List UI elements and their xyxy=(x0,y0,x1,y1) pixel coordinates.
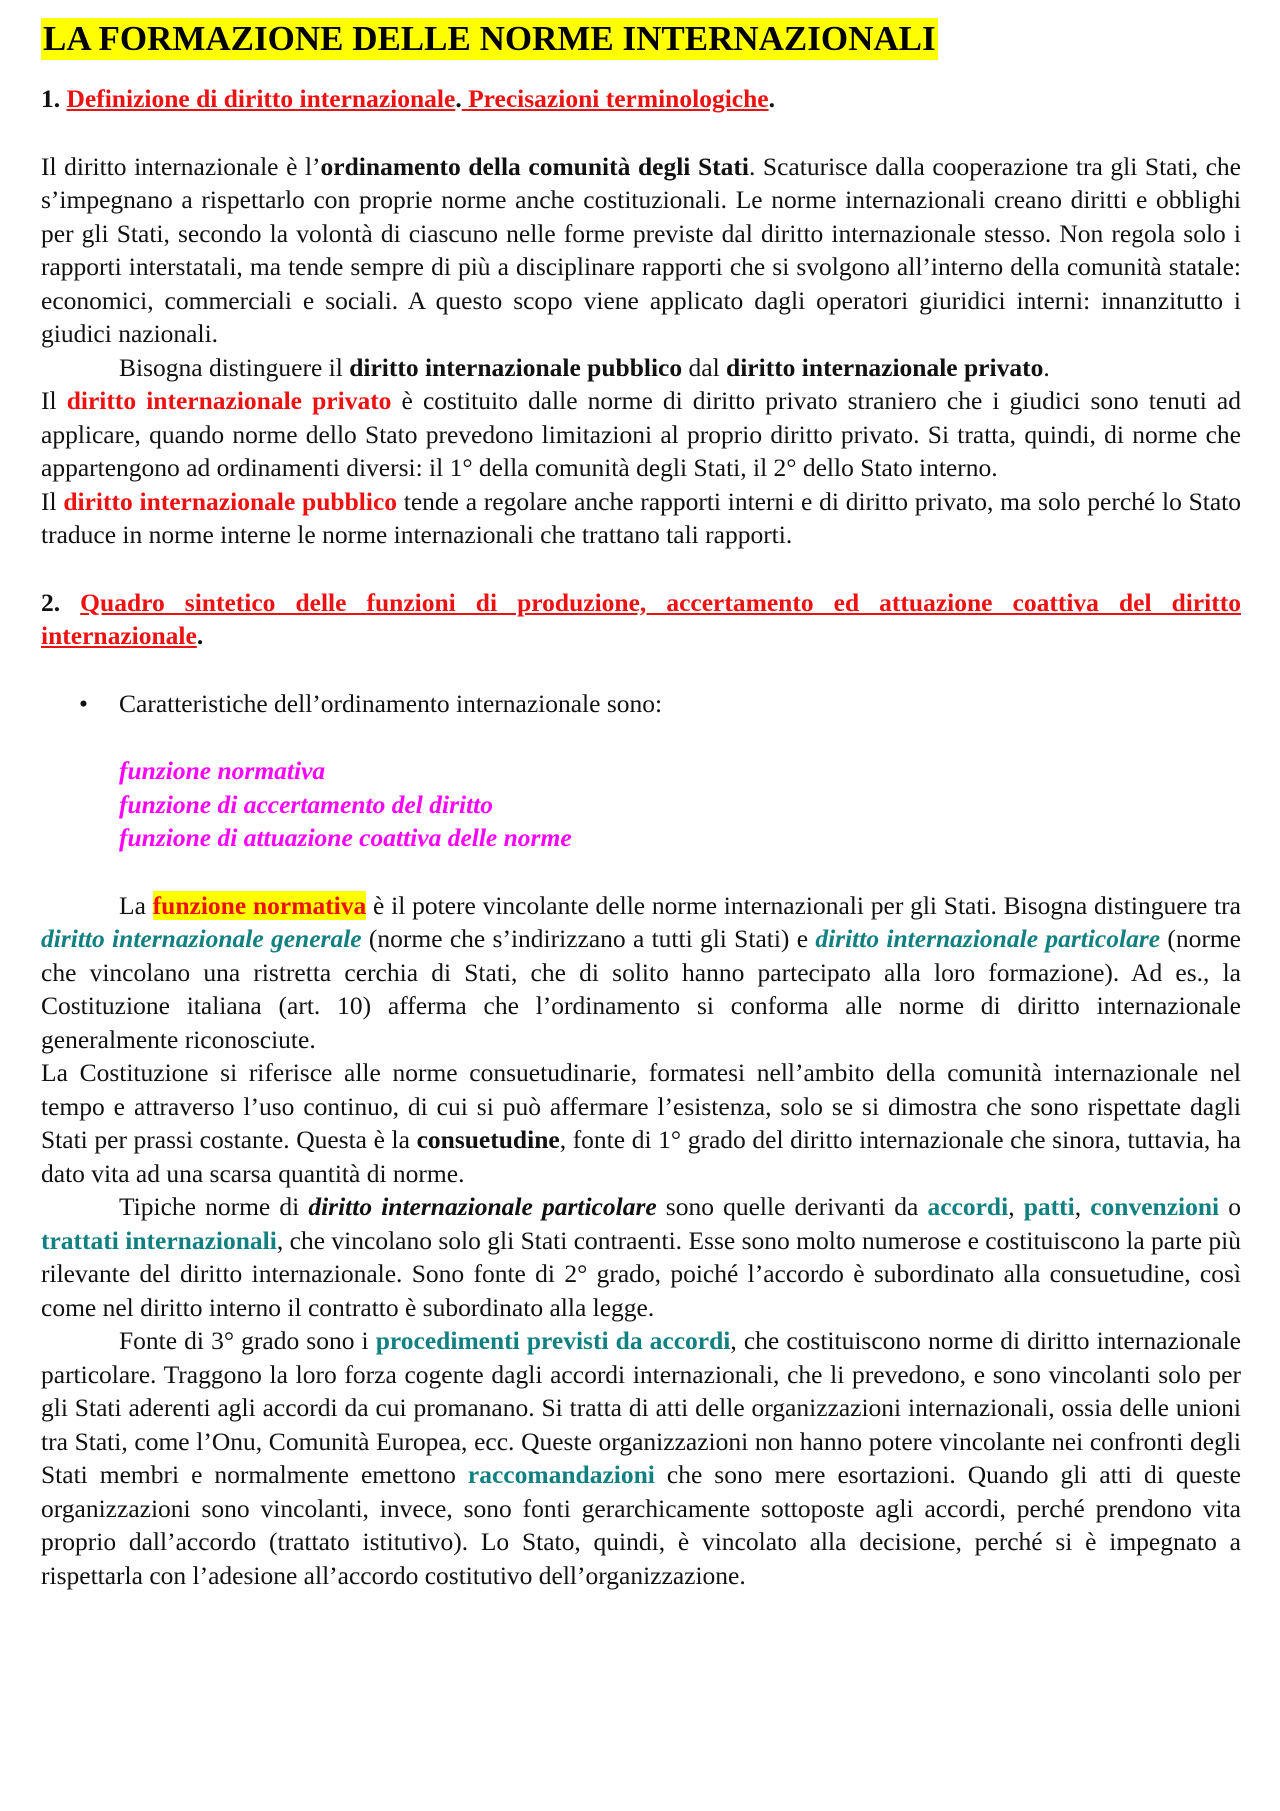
paragraph-normative-function: La funzione normativa è il potere vincolante delle norme internazionali per gli Stati. Bisogna distinguere tra diritto internazionale generale (norme che s’indirizzano a tutti gli Stati) e diritto internazionale particolare (norme che vincolano una ristretta cerchia di Stati, che di solito hanno partecipato alla loro formazione). Ad es., la Costituzione italiana (art. 10) afferma che l’ordinamento si conforma alle norme di diritto internazionale generalmente riconosciute. xyxy=(41,890,1241,1054)
function-item: funzione di accertamento del diritto xyxy=(119,789,493,819)
section-1-title-part2: Precisazioni terminologiche xyxy=(461,84,769,113)
bullet-icon: • xyxy=(79,688,88,718)
section-2-title: Quadro sintetico delle funzioni di produzione, accertamento ed attuazione coattiva del diritto internazionale xyxy=(41,587,1241,650)
paragraph-distinction: Bisogna distinguere il diritto internazionale pubblico dal diritto internazionale privato. xyxy=(119,352,1050,382)
bullet-item: • Caratteristiche dell’ordinamento internazionale sono: xyxy=(41,687,1241,721)
paragraph-private-law: Il diritto internazionale privato è costituito dalle norme di diritto privato straniero che i giudici sono tenuti ad applicare, quando norme dello Stato prevedono limitazioni al proprio diritto privato. Si tratta, quindi, di norme che appartengono ad ordinamenti diversi: il 1° della comunità degli Stati, il 2° dello Stato interno. xyxy=(41,386,1242,482)
paragraph-public-law: Il diritto internazionale pubblico tende a regolare anche rapporti interni e di diritto privato, ma solo perché lo Stato traduce in norme interne le norme internazionali che trattano tali rapporti. xyxy=(41,486,1242,549)
section-1-title-part1: Definizione di diritto internazionale xyxy=(66,84,456,113)
paragraph-custom: La Costituzione si riferisce alle norme consuetudinarie, formatesi nell’ambito della comunità internazionale nel tempo e attraverso l’uso continuo, di cui si può affermare l’esistenza, solo se si dimostra che sono rispettate dagli Stati per prassi costante. Questa è la consuetudine, fonte di 1° grado del diritto internazionale che sinora, tuttavia, ha dato vita ad una scarsa quantità di norme. xyxy=(41,1058,1241,1188)
function-item: funzione di attuazione coattiva delle norme xyxy=(119,823,572,852)
document-title: LA FORMAZIONE DELLE NORME INTERNAZIONALI xyxy=(43,19,936,58)
section-2-heading: 2. Quadro sintetico delle funzioni di produzione, accertamento ed attuazione coattiva del diritto internazionale. xyxy=(41,587,1241,650)
function-item: funzione normativa xyxy=(119,756,326,785)
title-wrap xyxy=(41,18,1241,60)
paragraph-particular-law: Tipiche norme di diritto internazionale particolare sono quelle derivanti da accordi, patti, convenzioni o trattati internazionali, che vincolano solo gli Stati contraenti. Esse sono molto numerose e costituiscono la parte più rilevante del diritto internazionale. Sono fonte di 2° grado, poiché l’accordo è subordinato alla consuetudine, così come nel diritto interno il contratto è subordinato alla legge. xyxy=(41,1192,1241,1322)
section-1-heading: 1. Definizione di diritto internazionale. Precisazioni terminologiche. xyxy=(41,84,775,113)
paragraph-third-grade: Fonte di 3° grado sono i procedimenti previsti da accordi, che costituiscono norme di diritto internazionale particolare. Traggono la loro forza cogente dagli accordi internazionali, che li prevedono, e sono vincolanti solo per gli Stati aderenti agli accordi da cui promanano. Si tratta di atti delle organizzazioni internazionali, ossia delle unioni tra Stati, come l’Onu, Comunità Europea, ecc. Queste organizzazioni non hanno potere vincolante nei confronti degli Stati membri e normalmente emettono raccomandazioni che sono mere esortazioni. Quando gli atti di queste organizzazioni sono vincolanti, invece, sono fonti gerarchicamente sottoposte agli accordi, perché prendono vita proprio dall’accordo (trattato istitutivo). Lo Stato, quindi, è vincolato alla decisione, perché si è impegnato a rispettarla con l’adesione all’accordo costitutivo dell’organizzazione. xyxy=(41,1326,1242,1590)
paragraph-definition: Il diritto internazionale è l’ordinamento della comunità degli Stati. Scaturisce dalla cooperazione tra gli Stati, che s’impegnano a rispettarlo con proprie norme anche costituzionali. Le norme internazionali creano diritti e obblighi per gli Stati, secondo la volontà di ciascuno nelle forme previste dal diritto internazionale stesso. Non regola solo i rapporti interstatali, ma tende sempre di più a disciplinare rapporti che si svolgono all’interno della comunità statale: economici, commerciali e sociali. A questo scopo viene applicato dagli operatori giuridici interni: innanzitutto i giudici nazionali. xyxy=(41,151,1241,348)
document-page xyxy=(41,18,1241,1592)
